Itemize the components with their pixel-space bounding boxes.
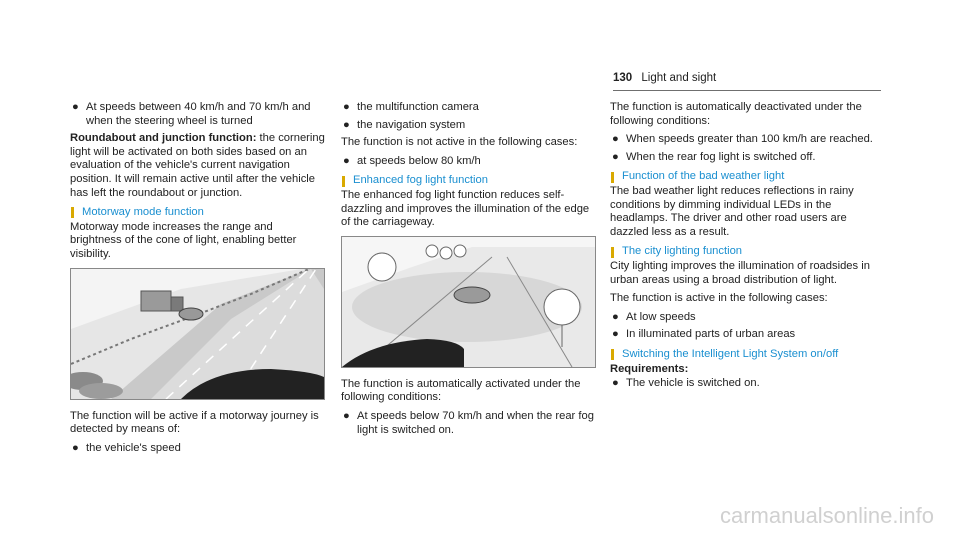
list-item: ● The vehicle is switched on. (612, 377, 760, 390)
auto-paragraph: The function is automatically activated under the following conditions: (341, 377, 581, 404)
roundabout-paragraph: Roundabout and junction function: the cornering light will be activated on both sides based on an evaluation of the vehicle's current navigation position. It will remain active until after the vehicle has left the roundabout or junction. (70, 132, 325, 199)
city-active-paragraph: The function is active in the following cases: (610, 292, 828, 305)
bullet-icon: ● (612, 377, 619, 390)
heading-bar-icon (611, 172, 614, 183)
bullet-icon: ● (612, 133, 619, 146)
watermark: carmanualsonline.info (719, 503, 934, 528)
heading-bar-icon (611, 349, 614, 360)
city-paragraph: City lighting improves the illumination of roadsides in urban areas using a broad distribution of light. (610, 259, 870, 286)
list-item: ● at speeds below 80 km/h (343, 154, 481, 167)
column-1 (70, 101, 325, 459)
bullet-icon: ● (612, 310, 619, 323)
after-image-paragraph: The function will be active if a motorway journey is detected by means of: (70, 409, 319, 436)
bullet-icon: ● (343, 409, 350, 422)
list-item: ● When speeds greater than 100 km/h are reached. (612, 133, 873, 146)
switching-heading: Switching the Intelligent Light System on/off (610, 348, 880, 362)
list-item: ● the vehicle's speed (72, 441, 181, 454)
motorway-paragraph: Motorway mode increases the range and brightness of the cone of light, enabling better visibility. (70, 220, 297, 260)
fog-illustration (341, 236, 596, 368)
column-3 (610, 101, 880, 395)
bullet-icon: ● (343, 154, 350, 167)
bullet-icon: ● (343, 118, 350, 131)
heading-bar-icon (342, 176, 345, 187)
motorway-heading: Motorway mode function (70, 206, 325, 220)
bullet-icon: ● (612, 150, 619, 163)
motorway-illustration-svg (71, 269, 324, 399)
bad-weather-paragraph: The bad weather light reduces reflections in rainy conditions by dimming individual LEDs in the headlamps. The driver and other road users are dazzled less as a result. (610, 184, 854, 238)
not-active-paragraph: The function is not active in the following cases: (341, 136, 578, 149)
fog-illustration-svg (342, 237, 595, 367)
bullet-icon: ● (72, 101, 79, 113)
list-item: ● At speeds between 40 km/h and 70 km/h and when the steering wheel is turned (72, 101, 311, 127)
list-item: ● the navigation system (343, 118, 466, 131)
bad-weather-heading: Function of the bad weather light (610, 170, 880, 184)
list-item: ● At speeds below 70 km/h and when the rear fog light is switched on. (343, 409, 594, 436)
page-header (613, 72, 716, 84)
requirements-label: Requirements: (610, 362, 689, 375)
fog-heading: Enhanced fog light function (341, 174, 596, 188)
bullet-icon: ● (343, 101, 350, 113)
bullet-icon: ● (72, 441, 79, 454)
list-item: ● In illuminated parts of urban areas (612, 328, 796, 341)
page-number: 130 (613, 72, 633, 84)
heading-bar-icon (71, 207, 74, 218)
heading-bar-icon (611, 247, 614, 258)
list-item: ● At low speeds (612, 310, 696, 323)
column-2 (341, 101, 596, 441)
header-rule (613, 90, 881, 91)
fog-paragraph: The enhanced fog light function reduces self-dazzling and improves the illumination of the edge of the carriageway. (341, 188, 590, 229)
list-item: ● When the rear fog light is switched off. (612, 150, 816, 163)
deact-paragraph: The function is automatically deactivated under the following conditions: (610, 101, 862, 127)
city-heading: The city lighting function (610, 245, 880, 259)
section-title: Light and sight (641, 72, 717, 84)
motorway-illustration (70, 268, 325, 400)
list-item: ● the multifunction camera (343, 101, 479, 113)
bullet-icon: ● (612, 328, 619, 341)
